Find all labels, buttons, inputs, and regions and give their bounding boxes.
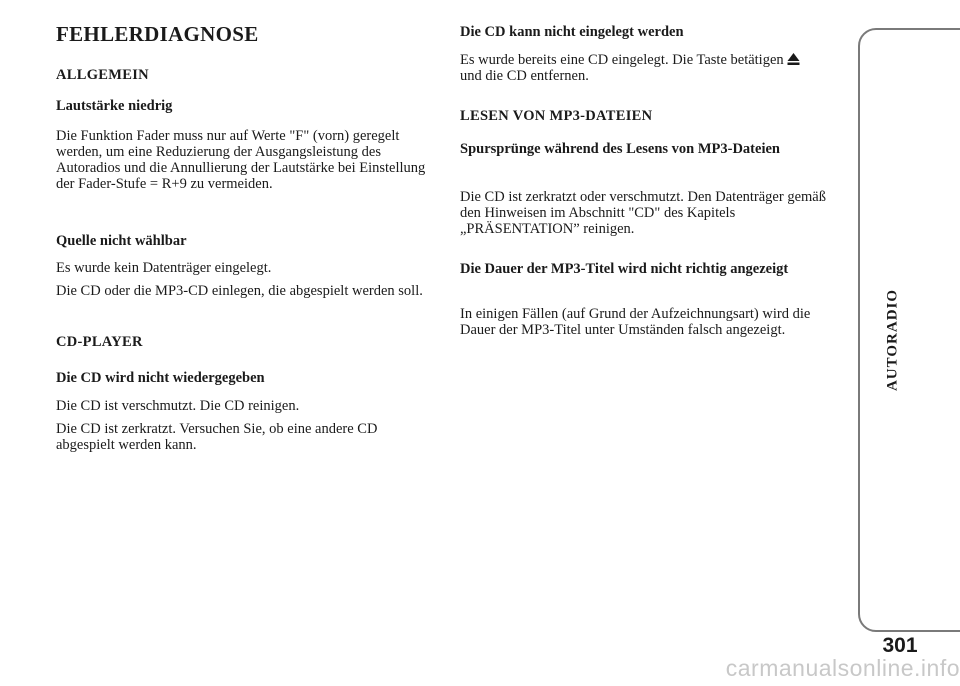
- section-heading-mp3: LESEN VON MP3-DATEIEN: [460, 108, 653, 124]
- eject-icon: [787, 52, 800, 66]
- section-heading-cdplayer: CD-PLAYER: [56, 334, 143, 350]
- paragraph-lautstaerke: Die Funktion Fader muss nur auf Werte "F" (vorn) geregelt werden, um eine Reduzierung der Ausgangsleistung des Autoradios und die Annullierung der Lautstärke bei Einstellung der Fader-Stufe = R+9 zu vermeiden.: [56, 128, 426, 192]
- subheading-lautstaerke: Lautstärke niedrig: [56, 98, 173, 114]
- paragraph-quelle-1: Es wurde kein Datenträger eingelegt.: [56, 260, 272, 276]
- einlegen-text-after: und die CD entfernen.: [460, 68, 589, 84]
- page-number: 301: [882, 634, 918, 657]
- paragraph-spurspruenge: Die CD ist zerkratzt oder verschmutzt. Den Datenträger gemäß den Hinweisen im Abschnitt "CD" des Kapitels „PRÄSENTATION” reinigen.: [460, 189, 826, 237]
- subheading-cd-wiedergabe: Die CD wird nicht wiedergegeben: [56, 370, 265, 386]
- subheading-dauer: Die Dauer der MP3-Titel wird nicht richtig angezeigt: [460, 261, 789, 277]
- paragraph-cd-2: Die CD ist zerkratzt. Versuchen Sie, ob eine andere CD abgespielt werden kann.: [56, 421, 378, 453]
- einlegen-text-before: Es wurde bereits eine CD eingelegt. Die Taste betätigen: [460, 52, 784, 68]
- paragraph-cd-einlegen: [460, 52, 820, 84]
- paragraph-quelle-2: Die CD oder die MP3-CD einlegen, die abgespielt werden soll.: [56, 283, 423, 299]
- page-title: FEHLERDIAGNOSE: [56, 22, 259, 46]
- subheading-quelle: Quelle nicht wählbar: [56, 233, 187, 249]
- chapter-tab: [858, 28, 960, 632]
- watermark: carmanualsonline.info: [725, 655, 960, 681]
- paragraph-dauer: In einigen Fällen (auf Grund der Aufzeichnungsart) wird die Dauer der MP3-Titel unter Umständen falsch angezeigt.: [460, 306, 811, 338]
- chapter-tab-label: AUTORADIO: [884, 288, 901, 392]
- paragraph-cd-1: Die CD ist verschmutzt. Die CD reinigen.: [56, 398, 300, 414]
- subheading-spurspruenge: Spursprünge während des Lesens von MP3-Dateien: [460, 141, 780, 157]
- subheading-cd-einlegen: Die CD kann nicht eingelegt werden: [460, 24, 684, 40]
- section-heading-allgemein: ALLGEMEIN: [56, 67, 149, 83]
